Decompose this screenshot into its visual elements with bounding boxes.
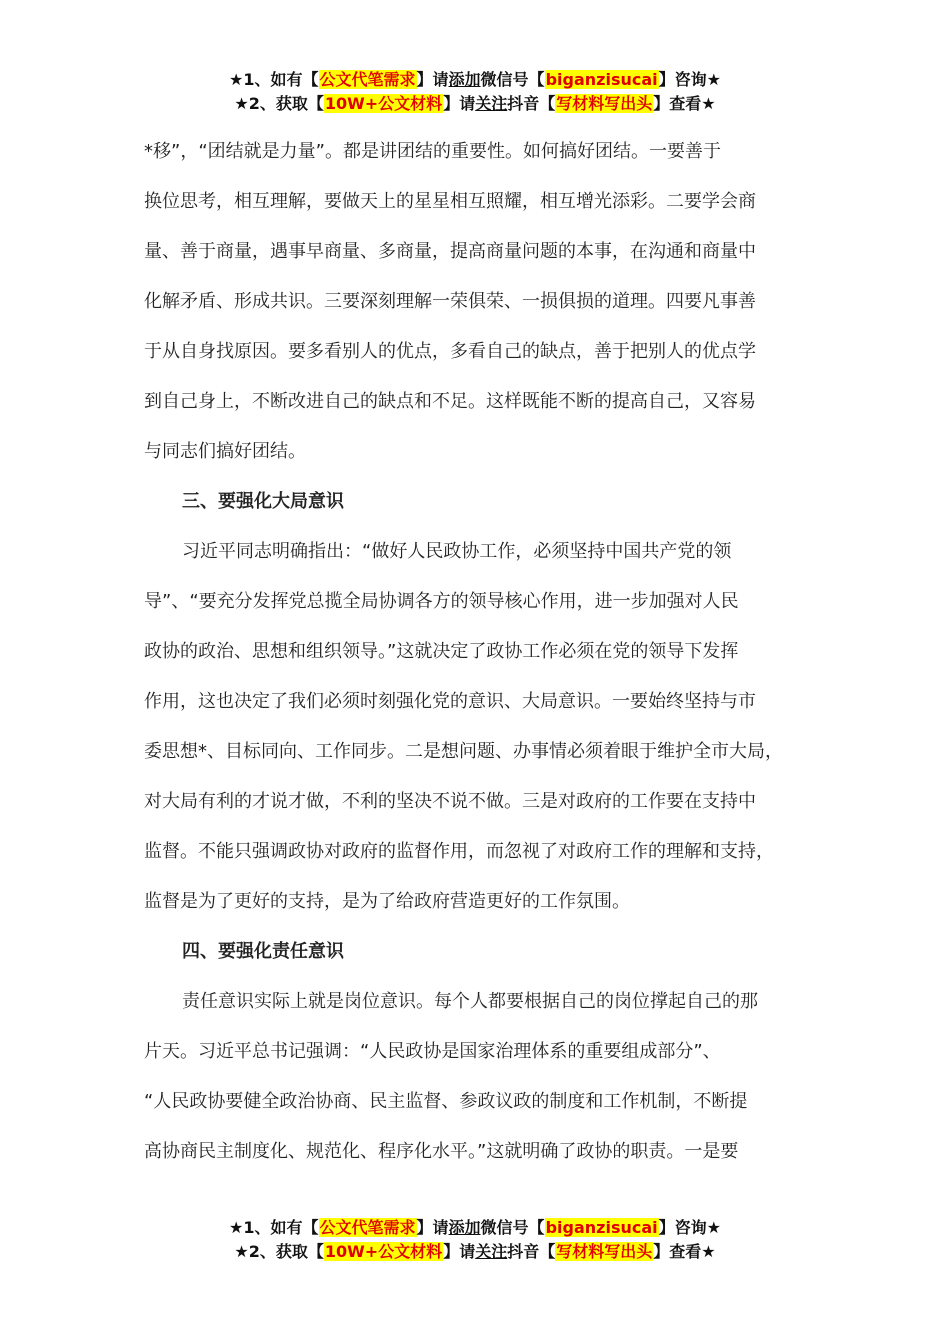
text-line: 与同志们搞好团结。 [144,441,306,462]
highlight-service: 公文代笔需求 [319,70,416,89]
top-banner [0,68,950,116]
highlight-materials: 10W+公文材料 [324,1242,443,1261]
banner-line-2: ★2、获取【10W+公文材料】请关注抖音【写材料写出头】查看★ [234,1242,716,1261]
text-line: 量、善于商量，遇事早商量、多商量，提高商量问题的本事，在沟通和商量中 [144,241,756,262]
section-heading-3: 三、要强化大局意识 [182,491,344,512]
highlight-wechat-id: biganzisucai [545,70,658,89]
text-line: 到自己身上，不断改进自己的缺点和不足。这样既能不断的提高自己，又容易 [144,391,756,412]
text-line: 政协的政治、思想和组织领导。”这就决定了政协工作必须在党的领导下发挥 [144,641,739,662]
text-line: 高协商民主制度化、规范化、程序化水平。”这就明确了政协的职责。一是要 [144,1141,739,1162]
text-line: 换位思考，相互理解，要做天上的星星相互照耀，相互增光添彩。二要学会商 [144,191,756,212]
highlight-douyin: 写材料写出头 [556,1242,653,1261]
text-line: 监督是为了更好的支持，是为了给政府营造更好的工作氛围。 [144,891,630,912]
document-body [144,127,824,1177]
highlight-service: 公文代笔需求 [319,1218,416,1237]
text-line: 委思想*、目标同向、工作同步。二是想问题、办事情必须着眼于维护全市大局， [144,741,783,762]
highlight-douyin: 写材料写出头 [556,94,653,113]
text-line: 片天。习近平总书记强调：“人民政协是国家治理体系的重要组成部分”、 [144,1041,721,1062]
text-line: *移”，“团结就是力量”。都是讲团结的重要性。如何搞好团结。一要善于 [144,141,721,162]
highlight-materials: 10W+公文材料 [324,94,443,113]
text-line: 习近平同志明确指出：“做好人民政协工作，必须坚持中国共产党的领 [182,541,732,562]
text-line: 监督。不能只强调政协对政府的监督作用，而忽视了对政府工作的理解和支持， [144,841,774,862]
text-line: 导”、“要充分发挥党总揽全局协调各方的领导核心作用，进一步加强对人民 [144,591,739,612]
text-line: 化解矛盾、形成共识。三要深刻理解一荣俱荣、一损俱损的道理。四要凡事善 [144,291,756,312]
text-line: 于从自身找原因。要多看别人的优点，多看自己的缺点，善于把别人的优点学 [144,341,756,362]
banner-line-1: ★1、如有【公文代笔需求】请添加微信号【biganzisucai】咨询★ [229,70,721,89]
bottom-banner [0,1216,950,1264]
banner-line-1: ★1、如有【公文代笔需求】请添加微信号【biganzisucai】咨询★ [229,1218,721,1237]
highlight-wechat-id: biganzisucai [545,1218,658,1237]
banner-line-2: ★2、获取【10W+公文材料】请关注抖音【写材料写出头】查看★ [234,94,716,113]
section-heading-4: 四、要强化责任意识 [182,941,344,962]
text-line: “人民政协要健全政治协商、民主监督、参政议政的制度和工作机制，不断提 [144,1091,748,1112]
text-line: 对大局有利的才说才做，不利的坚决不说不做。三是对政府的工作要在支持中 [144,791,756,812]
text-line: 作用，这也决定了我们必须时刻强化党的意识、大局意识。一要始终坚持与市 [144,691,756,712]
text-line: 责任意识实际上就是岗位意识。每个人都要根据自己的岗位撑起自己的那 [182,991,758,1012]
